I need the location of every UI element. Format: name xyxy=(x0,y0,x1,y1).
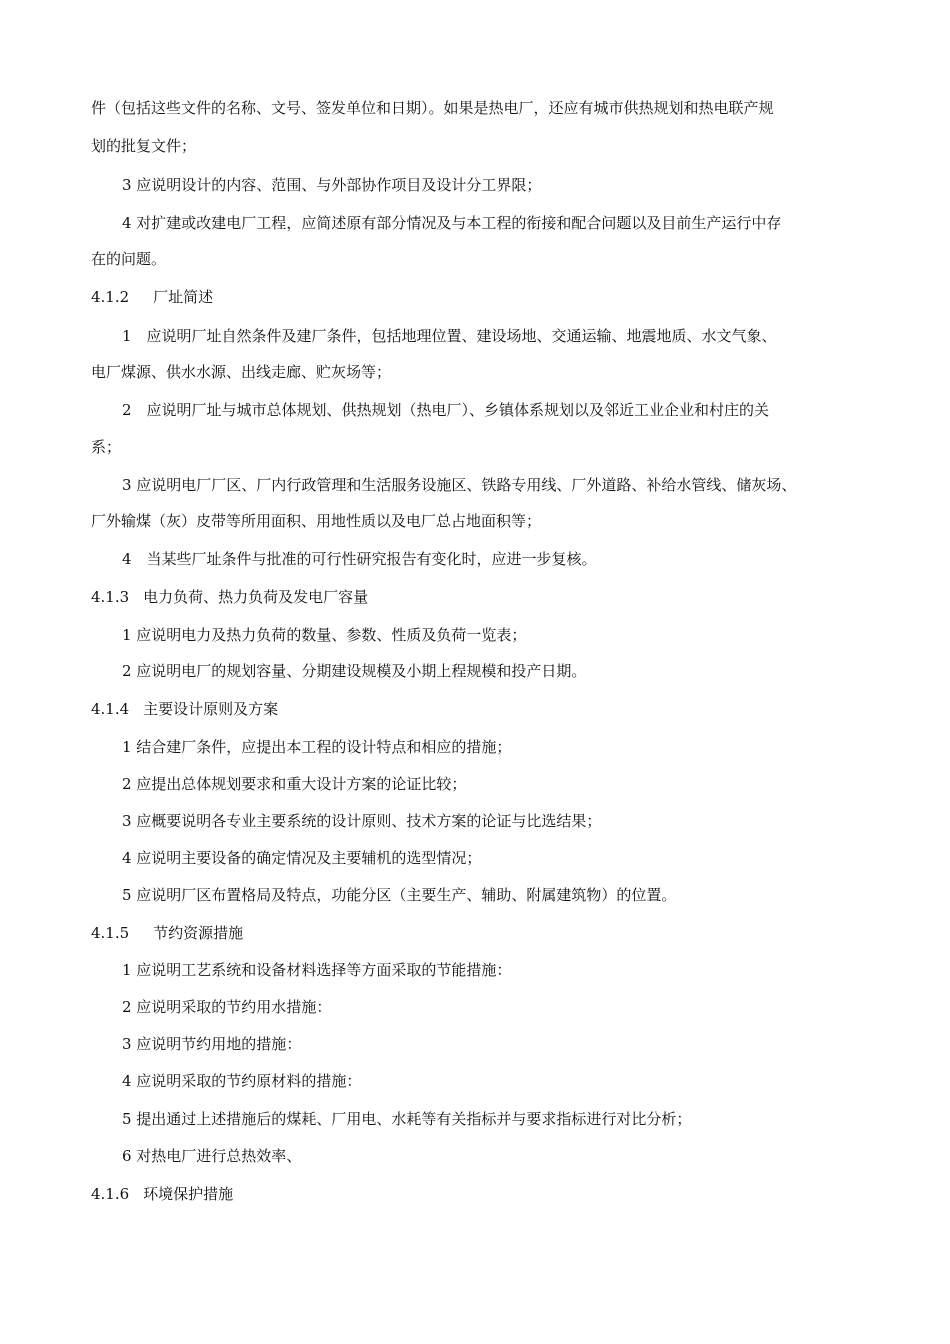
paragraph-line: 划的批复文件； xyxy=(91,137,197,155)
list-item: 3 应概要说明各专业主要系统的设计原则、技术方案的论证与比选结果； xyxy=(122,812,602,830)
section-heading xyxy=(91,699,278,719)
section-number: 4.1.3 xyxy=(91,588,130,606)
list-item: 2 应提出总体规划要求和重大设计方案的论证比较； xyxy=(122,775,467,793)
section-title: 环境保护措施 xyxy=(143,1185,234,1203)
list-item: 1 应说明电力及热力负荷的数量、参数、性质及负荷一览表； xyxy=(122,626,527,644)
section-heading xyxy=(91,587,368,607)
list-item: 5 提出通过上述措施后的煤耗、厂用电、水耗等有关指标并与要求指标进行对比分析； xyxy=(122,1110,692,1128)
paragraph-line: 在的问题。 xyxy=(91,250,167,268)
section-heading xyxy=(91,923,243,943)
list-item: 6 对热电厂进行总热效率、 xyxy=(122,1147,302,1165)
list-item: 1 结合建厂条件，应提出本工程的设计特点和相应的措施； xyxy=(122,738,512,756)
paragraph-line: 电厂煤源、供水水源、出线走廊、贮灰场等； xyxy=(91,363,392,381)
list-item: 4 应说明采取的节约原材料的措施： xyxy=(122,1072,362,1090)
section-title: 主要设计原则及方案 xyxy=(143,700,279,718)
section-number: 4.1.2 xyxy=(91,288,130,306)
list-item: 2 应说明电厂的规划容量、分期建设规模及小期上程规模和投产日期。 xyxy=(122,662,587,680)
section-number: 4.1.6 xyxy=(91,1185,130,1203)
section-number: 4.1.5 xyxy=(91,924,130,942)
list-item: 2 应说明采取的节约用水措施： xyxy=(122,998,332,1016)
list-item: 1 应说明工艺系统和设备材料选择等方面采取的节能措施： xyxy=(122,961,512,979)
section-title: 电力负荷、热力负荷及发电厂容量 xyxy=(143,588,369,606)
section-heading xyxy=(91,1184,233,1204)
list-item: 3 应说明电厂厂区、厂内行政管理和生活服务设施区、铁路专用线、厂外道路、补给水管线、储灰场、 xyxy=(122,476,797,494)
section-title: 节约资源措施 xyxy=(153,924,244,942)
paragraph-line: 件（包括这些文件的名称、文号、签发单位和日期）。如果是热电厂，还应有城市供热规划和热电联产规 xyxy=(91,99,774,117)
list-item: 4 对扩建或改建电厂工程，应简述原有部分情况及与本工程的衔接和配合问题以及目前生产运行中存 xyxy=(122,214,782,232)
section-number: 4.1.4 xyxy=(91,700,130,718)
list-item: 4 应说明主要设备的确定情况及主要辅机的选型情况； xyxy=(122,849,482,867)
paragraph-line: 厂外输煤（灰）皮带等所用面积、用地性质以及电厂总占地面积等； xyxy=(91,512,542,530)
list-item: 4 当某些厂址条件与批准的可行性研究报告有变化时，应进一步复核。 xyxy=(122,550,597,568)
paragraph-line: 系； xyxy=(91,438,122,456)
list-item: 1 应说明厂址自然条件及建厂条件，包括地理位置、建设场地、交通运输、地震地质、水文气象、 xyxy=(122,327,777,345)
list-item: 3 应说明节约用地的措施： xyxy=(122,1035,302,1053)
list-item: 5 应说明厂区布置格局及特点，功能分区（主要生产、辅助、附属建筑物）的位置。 xyxy=(122,886,677,904)
list-item: 2 应说明厂址与城市总体规划、供热规划（热电厂）、乡镇体系规划以及邻近工业企业和村庄的关 xyxy=(122,401,770,419)
section-title: 厂址简述 xyxy=(153,288,214,306)
list-item: 3 应说明设计的内容、范围、与外部协作项目及设计分工界限； xyxy=(122,176,542,194)
section-heading xyxy=(91,287,213,307)
